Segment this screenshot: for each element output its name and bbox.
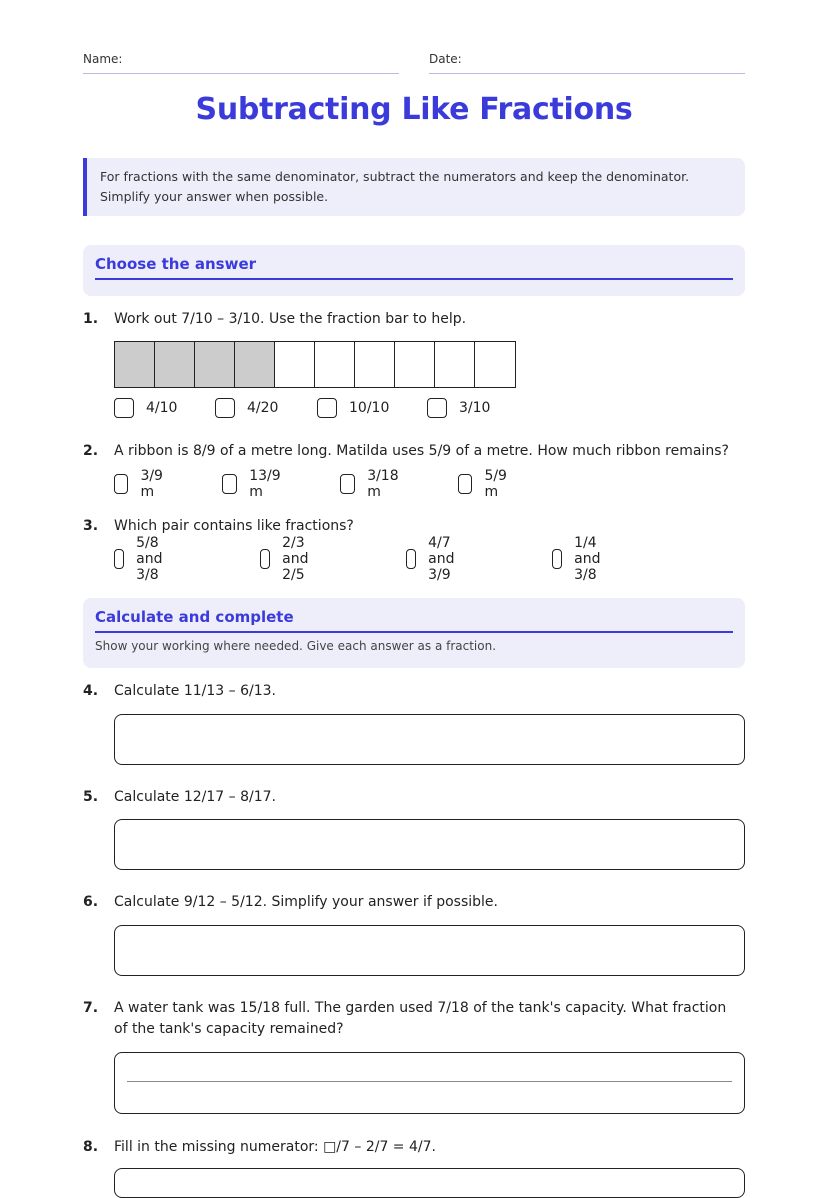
answer-option[interactable] bbox=[406, 535, 464, 583]
fraction-bar-cell bbox=[235, 342, 275, 387]
option-label: 3/18 m bbox=[367, 468, 399, 500]
question-text: Calculate 9/12 – 5/12. Simplify your answer if possible. bbox=[114, 894, 498, 910]
answer-option[interactable] bbox=[427, 396, 490, 420]
answer-option[interactable] bbox=[260, 535, 318, 583]
page-title: Subtracting Like Fractions bbox=[195, 92, 633, 127]
question-number: 3. bbox=[83, 518, 99, 534]
fraction-bar-cell bbox=[155, 342, 195, 387]
fraction-bar-cell bbox=[315, 342, 355, 387]
checkbox[interactable] bbox=[317, 398, 337, 418]
question-number: 5. bbox=[83, 789, 99, 805]
option-label: 4/7 and 3/9 bbox=[428, 535, 455, 583]
answer-box[interactable] bbox=[114, 714, 745, 765]
fraction-bar-cell bbox=[195, 342, 235, 387]
question-number: 2. bbox=[83, 443, 99, 459]
section-title: Choose the answer bbox=[95, 255, 733, 280]
checkbox[interactable] bbox=[552, 549, 562, 569]
checkbox[interactable] bbox=[215, 398, 235, 418]
question-number: 7. bbox=[83, 1000, 99, 1016]
answer-option[interactable] bbox=[552, 535, 610, 583]
checkbox[interactable] bbox=[260, 549, 270, 569]
fraction-bar-cell bbox=[355, 342, 395, 387]
question-number: 1. bbox=[83, 311, 99, 327]
question-text: Fill in the missing numerator: □/7 – 2/7 = 4/7. bbox=[114, 1139, 436, 1155]
section-choose-answer bbox=[83, 245, 745, 296]
date-label: Date: bbox=[429, 52, 462, 66]
fraction-bar-cell bbox=[275, 342, 315, 387]
answer-option[interactable] bbox=[114, 468, 169, 500]
section-title: Calculate and complete bbox=[95, 608, 733, 633]
question-text: A water tank was 15/18 full. The garden used 7/18 of the tank's capacity. What fraction of the tank's capacity remained? bbox=[114, 1000, 727, 1037]
fraction-bar-cell bbox=[115, 342, 155, 387]
question-text: Calculate 11/13 – 6/13. bbox=[114, 683, 276, 699]
question-text: Calculate 12/17 – 8/17. bbox=[114, 789, 276, 805]
answer-option[interactable] bbox=[317, 396, 389, 420]
fraction-bar-cell bbox=[395, 342, 435, 387]
option-label: 1/4 and 3/8 bbox=[574, 535, 601, 583]
question-number: 6. bbox=[83, 894, 99, 910]
option-label: 5/8 and 3/8 bbox=[136, 535, 163, 583]
fraction-bar-cell bbox=[475, 342, 515, 387]
answer-option[interactable] bbox=[114, 396, 177, 420]
fraction-bar-cell bbox=[435, 342, 475, 387]
question-text: Work out 7/10 – 3/10. Use the fraction bar to help. bbox=[114, 311, 467, 327]
answer-option[interactable] bbox=[222, 468, 285, 500]
name-field[interactable] bbox=[83, 52, 399, 74]
option-label: 3/10 bbox=[459, 400, 491, 416]
answer-option[interactable] bbox=[340, 468, 403, 500]
option-label: 4/10 bbox=[146, 400, 178, 416]
fraction-bar bbox=[114, 341, 516, 388]
checkbox[interactable] bbox=[114, 549, 124, 569]
question-text: Which pair contains like fractions? bbox=[114, 518, 354, 534]
answer-box[interactable] bbox=[114, 925, 745, 976]
checkbox[interactable] bbox=[458, 474, 472, 494]
answer-box[interactable] bbox=[114, 1052, 745, 1114]
question-number: 4. bbox=[83, 683, 99, 699]
question-number: 8. bbox=[83, 1139, 99, 1155]
answer-option[interactable] bbox=[215, 396, 278, 420]
instructions-text: For fractions with the same denominator, subtract the numerators and keep the denominator. Simplify your answer when possible. bbox=[100, 169, 690, 204]
checkbox[interactable] bbox=[340, 474, 355, 494]
option-label: 4/20 bbox=[247, 400, 279, 416]
option-label: 13/9 m bbox=[249, 468, 281, 500]
instructions-box bbox=[83, 158, 745, 216]
answer-box[interactable] bbox=[114, 1168, 745, 1198]
option-label: 3/9 m bbox=[140, 468, 163, 500]
option-label: 2/3 and 2/5 bbox=[282, 535, 309, 583]
answer-line bbox=[127, 1081, 732, 1082]
answer-box[interactable] bbox=[114, 819, 745, 870]
answer-option[interactable] bbox=[458, 468, 513, 500]
checkbox[interactable] bbox=[427, 398, 447, 418]
section-note: Show your working where needed. Give each answer as a fraction. bbox=[95, 639, 497, 653]
date-field[interactable] bbox=[429, 52, 745, 74]
checkbox[interactable] bbox=[114, 398, 134, 418]
checkbox[interactable] bbox=[222, 474, 237, 494]
section-calculate-complete bbox=[83, 598, 745, 668]
option-label: 10/10 bbox=[349, 400, 390, 416]
checkbox[interactable] bbox=[406, 549, 416, 569]
option-label: 5/9 m bbox=[484, 468, 507, 500]
checkbox[interactable] bbox=[114, 474, 128, 494]
name-label: Name: bbox=[83, 52, 123, 66]
answer-option[interactable] bbox=[114, 535, 172, 583]
question-text: A ribbon is 8/9 of a metre long. Matilda uses 5/9 of a metre. How much ribbon remains? bbox=[114, 443, 729, 459]
